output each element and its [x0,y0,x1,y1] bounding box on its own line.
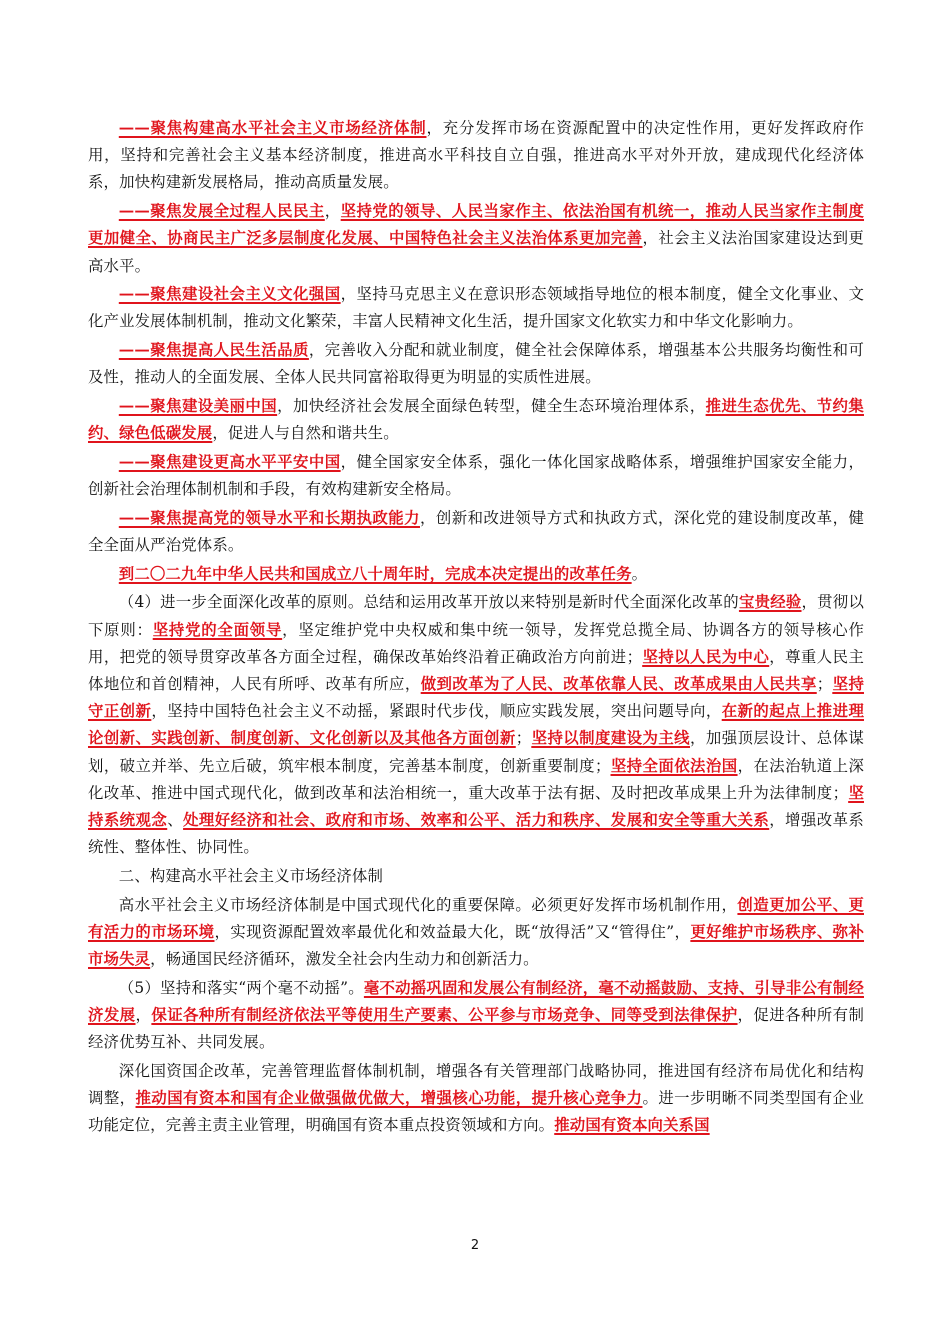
document-page-body [88,115,864,1141]
body-text: ； [515,729,532,748]
body-text: ，尊重人民主体地位和首创精神，人民有所呼、改革有所应， [88,647,864,694]
highlighted-text: 在新的起点上推进理论创新、实践创新、制度创新、文化创新以及其他各方面创新 [88,702,864,748]
body-text: 、 [167,811,184,830]
body-text: （5）坚持和落实“两个毫不动摇”。 [118,978,364,997]
body-text: ，完善收入分配和就业制度，健全社会保障体系，增强基本公共服务均衡性和可及性，推动人的全面发展、全体人民共同富裕取得更为明显的实质性进展。 [88,341,864,387]
body-text: 高水平社会主义市场经济体制是中国式现代化的重要保障。必须更好发挥市场机制作用， [118,895,738,914]
body-text: ，创新和改进领导方式和执政方式，深化党的建设制度改革，健全全面从严治党体系。 [88,508,864,555]
highlighted-text: 毫不动摇巩固和发展公有制经济，毫不动摇鼓励、支持、引导非公有制经济发展 [88,978,864,1024]
body-text: ，实现资源配置效率最优化和效益最大化，既“放得活”又“管得住”， [214,922,691,941]
highlighted-text: 坚持全面依法治国 [610,756,738,775]
body-text: ，促进人与自然和谐共生。 [212,424,399,443]
body-text: ，增强改革系统性、整体性、协同性。 [88,811,864,857]
body-text: 二、构建高水平社会主义市场经济体制 [118,866,383,885]
highlighted-text: 坚持以人民为中心 [642,647,770,666]
highlighted-text: ——聚焦建设更高水平平安中国 [118,452,341,471]
highlighted-text: ——聚焦建设美丽中国 [118,397,278,416]
highlighted-text: ——聚焦构建高水平社会主义市场经济体制 [118,119,427,137]
body-text: （4）进一步全面深化改革的原则。总结和运用改革开放以来特别是新时代全面深化改革的 [118,593,739,612]
highlighted-text: 坚持系统观念 [88,783,864,830]
highlighted-text: 保证各种所有制经济依法平等使用生产要素、公平参与市场竞争、同等受到法律保护 [151,1006,738,1024]
body-text: ， [324,202,341,221]
highlighted-text: 坚持以制度建设为主线 [531,729,691,748]
highlighted-text: 到二〇二九年中华人民共和国成立八十周年时，完成本决定提出的改革任务 [118,564,632,583]
body-text: 。 [631,564,648,583]
paragraph [88,337,864,391]
highlighted-text: ——聚焦建设社会主义文化强国 [118,285,341,304]
body-text: ，促进各种所有制经济优势互补、共同发展。 [88,1006,864,1052]
body-text: ，贯彻以下原则： [88,593,864,639]
body-text: 深化国资国企改革，完善管理监督体制机制，增强各有关管理部门战略协同，推进国有经济布局优化和结构调整， [88,1061,864,1108]
paragraph [88,449,864,503]
body-text: ； [816,675,833,694]
paragraph [88,589,864,861]
body-text: ，充分发挥市场在资源配置中的决定性作用，更好发挥政府作用，坚持和完善社会主义基本经济制度，推进高水平科技自立自强，推进高水平对外开放，建成现代化经济体系，加快构建新发展格局，推动高质量发展。 [88,119,864,192]
highlighted-text: 坚持党的领导、人民当家作主、依法治国有机统一，推动人民当家作主制度更加健全、协商民主广泛多层制度化发展、中国特色社会主义法治体系更加完善 [88,202,865,248]
body-text: ，坚持马克思主义在意识形态领域指导地位的根本制度，健全文化事业、文化产业发展体制机制，推动文化繁荣，丰富人民精神文化生活，提升国家文化软实力和中华文化影响力。 [88,285,864,331]
highlighted-text: 更好维护市场秩序、弥补市场失灵 [88,922,865,969]
paragraph [88,1058,864,1140]
paragraph [88,393,864,447]
highlighted-text: 推动国有资本和国有企业做强做优做大，增强核心功能，提升核心竞争力 [135,1089,643,1108]
body-text: ，在法治轨道上深化改革、推进中国式现代化，做到改革和法治相统一，重大改革于法有据、及时把改革成果上升为法律制度； [88,756,865,802]
page-number: 2 [470,1238,480,1253]
paragraph [88,975,864,1057]
highlighted-text: 推动国有资本向关系国 [554,1116,710,1135]
paragraph [88,863,864,890]
body-text: ，社会主义法治国家建设达到更高水平。 [88,229,864,275]
highlighted-text: 做到改革为了人民、改革依靠人民、改革成果由人民共享 [420,675,817,694]
body-text: 。进一步明晰不同类型国有企业功能定位，完善主责主业管理，明确国有资本重点投资领域和方向。 [88,1089,864,1135]
highlighted-text: ——聚焦发展全过程人民民主 [118,202,325,221]
highlighted-text: 创造更加公平、更有活力的市场环境 [88,895,864,941]
body-text: ，坚持中国特色社会主义不动摇，紧跟时代步伐，顺应实践发展，突出问题导向， [151,702,722,721]
body-text: ，加强顶层设计、总体谋划，破立并举、先立后破，筑牢根本制度，完善基本制度，创新重要制度； [88,729,864,775]
body-text: ，加快经济社会发展全面绿色转型，健全生态环境治理体系， [277,397,706,416]
highlighted-text: 推进生态优先、节约集约、绿色低碳发展 [88,397,864,443]
highlighted-text: 宝贵经验 [738,593,802,612]
paragraph [88,281,864,335]
paragraph [88,198,864,280]
highlighted-text: ——聚焦提高人民生活品质 [118,341,309,360]
body-text: ，坚定维护党中央权威和集中统一领导，发挥党总揽全局、协调各方的领导核心作用，把党的领导贯穿改革各方面全过程，确保改革始终沿着正确政治方向前进； [88,620,864,666]
paragraph [88,115,864,197]
highlighted-text: 处理好经济和社会、政府和市场、效率和公平、活力和秩序、发展和安全等重大关系 [183,811,770,830]
body-text: ， [135,1006,152,1024]
paragraph [88,561,864,588]
paragraph [88,892,864,974]
highlighted-text: 坚持党的全面领导 [152,620,283,639]
body-text: ，健全国家安全体系，强化一体化国家战略体系，增强维护国家安全能力，创新社会治理体制机制和手段，有效构建新安全格局。 [88,452,864,499]
highlighted-text: 坚持守正创新 [88,675,864,721]
highlighted-text: ——聚焦提高党的领导水平和长期执政能力 [118,508,420,527]
body-text: ，畅通国民经济循环，激发全社会内生动力和创新活力。 [150,950,539,969]
paragraph [88,505,864,559]
